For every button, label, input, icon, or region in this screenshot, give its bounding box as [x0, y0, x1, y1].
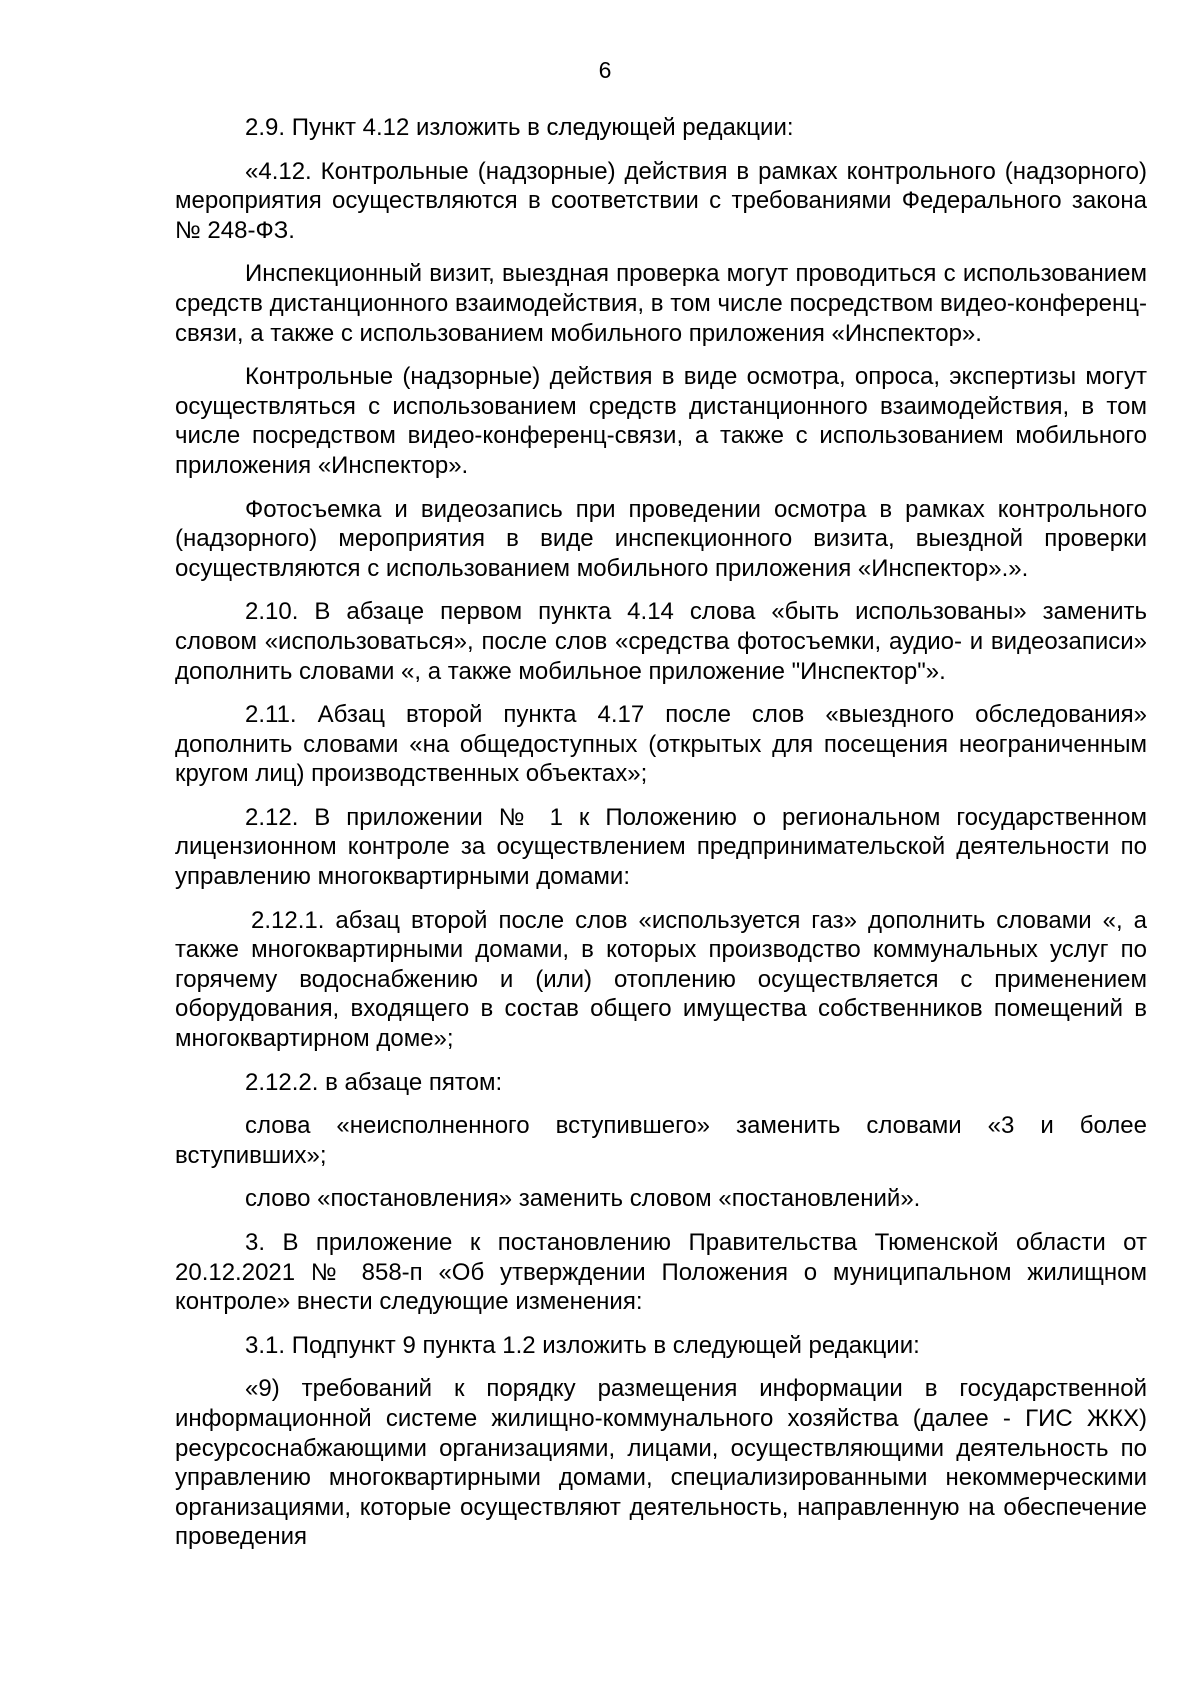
paragraph-words-replace: слова «неисполненного вступившего» заменить словами «3 и более вступивших»;	[175, 1112, 1147, 1169]
paragraph-subpoint-9: «9) требований к порядку размещения информации в государственной информационной системе жилищно-коммунального хозяйства (далее - ГИС ЖКХ) ресурсоснабжающими организациями, лицами, осуществляющими деятельность по управлению многоквартирными домами, специализированными некоммерческими организациями, которые осуществляют деятельность, направленную на обеспечение проведения	[175, 1375, 1147, 1551]
paragraph-2-12: 2.12. В приложении № 1 к Положению о региональном государственном лицензионном контроле за осуществлением предпринимательской деятельности по управлению многоквартирными домами:	[175, 803, 1147, 891]
page-number: 6	[598, 57, 612, 83]
paragraph-2-9: 2.9. Пункт 4.12 изложить в следующей редакции:	[245, 114, 794, 141]
paragraph-2-11: 2.11. Абзац второй пункта 4.17 после слов «выездного обследования» дополнить словами «на общедоступных (открытых для посещения неограниченным кругом лиц) производственных объектах»;	[175, 701, 1147, 788]
paragraph-word-replace: слово «постановления» заменить словом «постановлений».	[245, 1185, 921, 1213]
paragraph-3: 3. В приложение к постановлению Правительства Тюменской области от 20.12.2021 № 858-п «Об утверждении Положения о муниципальном жилищном контроле» внести следующие изменения:	[175, 1229, 1147, 1316]
paragraph-3-1: 3.1. Подпункт 9 пункта 1.2 изложить в следующей редакции:	[245, 1331, 920, 1359]
paragraph-2-12-1: 2.12.1. абзац второй после слов «используется газ» дополнить словами «, а также многоквартирными домами, в которых производство коммунальных услуг по горячему водоснабжению и (или) отоплению осуществляется с применением оборудования, входящего в состав общего имущества собственников помещений в многоквартирном доме»;	[175, 906, 1147, 1053]
paragraph-4-12: «4.12. Контрольные (надзорные) действия в рамках контрольного (надзорного) мероприятия осуществляются в соответствии с требованиями Федерального закона № 248-ФЗ.	[175, 157, 1147, 244]
paragraph-control-actions: Контрольные (надзорные) действия в виде осмотра, опроса, экспертизы могут осуществляться с использованием средств дистанционного взаимодействия, в том числе посредством видео-конференц-связи, а также с использованием мобильного приложения «Инспектор».	[175, 363, 1147, 479]
paragraph-photo-video: Фотосъемка и видеозапись при проведении осмотра в рамках контрольного (надзорного) мероприятия в виде инспекционного визита, выездной проверки осуществляются с использованием мобильного приложения «Инспектор».».	[175, 495, 1147, 582]
paragraph-2-10: 2.10. В абзаце первом пункта 4.14 слова «быть использованы» заменить словом «использоваться», после слов «средства фотосъемки, аудио- и видеозаписи» дополнить словами «, а также мобильное приложение "Инспектор"».	[175, 598, 1147, 685]
paragraph-inspection-visit: Инспекционный визит, выездная проверка могут проводиться с использованием средств дистанционного взаимодействия, в том числе посредством видео-конференц-связи, а также с использованием мобильного приложения «Инспектор».	[175, 260, 1147, 347]
document-body	[175, 113, 1147, 1552]
paragraph-2-12-2: 2.12.2. в абзаце пятом:	[245, 1068, 503, 1096]
